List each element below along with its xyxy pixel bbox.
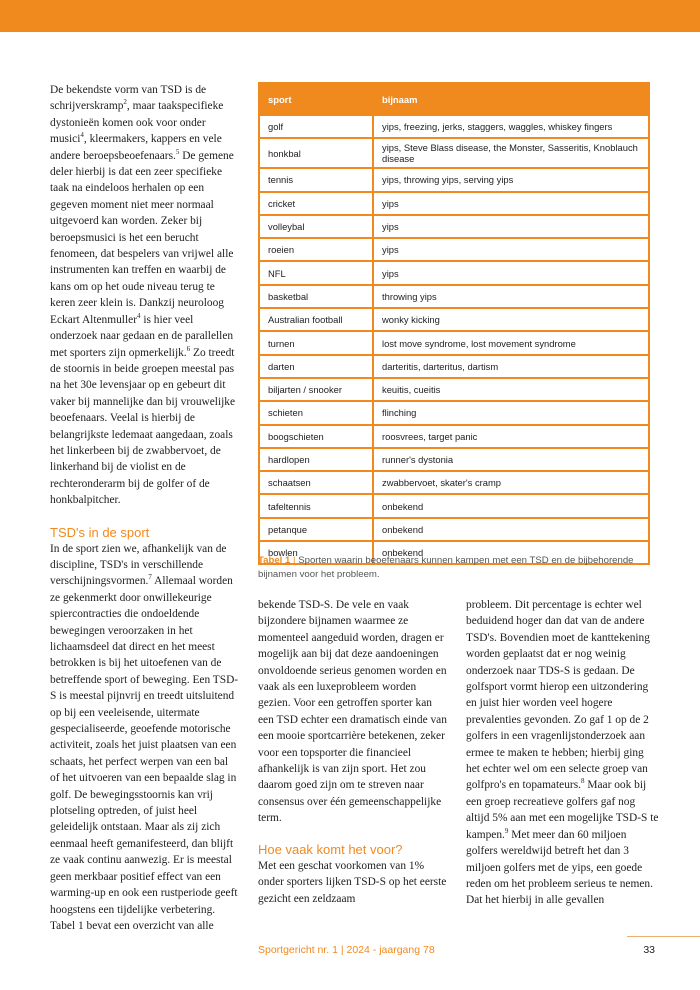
table-row [259, 471, 649, 494]
caption-label: Tabel 1 [258, 555, 291, 566]
table-row [259, 308, 649, 331]
table-row [259, 378, 649, 401]
nickname-cell: flinching [373, 401, 649, 424]
nickname-cell: yips, freezing, jerks, staggers, waggles, whiskey fingers [373, 115, 649, 138]
sport-cell: boogschieten [259, 425, 373, 448]
sport-cell: schaatsen [259, 471, 373, 494]
table-row [259, 138, 649, 168]
nickname-cell: runner's dystonia [373, 448, 649, 471]
table-row [259, 448, 649, 471]
sport-cell: biljarten / snooker [259, 378, 373, 401]
nickname-cell: onbekend [373, 494, 649, 517]
sport-cell: NFL [259, 261, 373, 284]
column-header-sport: sport [259, 83, 373, 115]
left-column [50, 82, 240, 934]
table-row [259, 238, 649, 261]
page-number: 33 [643, 944, 655, 956]
table-row [259, 215, 649, 238]
nickname-cell: darteritis, darteritus, dartism [373, 355, 649, 378]
body-paragraph: Met een geschat voorkomen van 1% onder sporters lijken TSD-S op het eerste gezicht een zeldzaam [258, 859, 447, 905]
nickname-cell: yips [373, 261, 649, 284]
nickname-cell: onbekend [373, 518, 649, 541]
nickname-cell: keuitis, cueitis [373, 378, 649, 401]
section-heading: TSD's in de sport [50, 524, 150, 540]
caption-separator: | [293, 555, 296, 566]
middle-column [258, 597, 448, 907]
nickname-cell: onbekend [373, 541, 649, 564]
sport-cell: tennis [259, 168, 373, 191]
nickname-cell: yips [373, 192, 649, 215]
table-row [259, 401, 649, 424]
nickname-cell: roosvrees, target panic [373, 425, 649, 448]
nickname-cell: yips [373, 215, 649, 238]
nickname-cell: yips, throwing yips, serving yips [373, 168, 649, 191]
sport-cell: volleybal [259, 215, 373, 238]
sport-cell: schieten [259, 401, 373, 424]
top-accent-bar [0, 0, 700, 32]
table-row [259, 115, 649, 138]
table-row [259, 168, 649, 191]
sport-cell: cricket [259, 192, 373, 215]
sport-cell: turnen [259, 331, 373, 354]
sport-cell: darten [259, 355, 373, 378]
nickname-cell: wonky kicking [373, 308, 649, 331]
table-row [259, 192, 649, 215]
body-paragraph: bekende TSD-S. De vele en vaak bijzondere bijnamen waarmee ze momenteel aangeduid worden, dragen er mogelijk aan bij dat deze aandoeningen onvoldoende serieus genomen worden en vaak als een luxeprobleem worden gezien. Voor een getroffen sporter kan een TSD echter een dramatisch einde van een mooie sportcarrière betekenen, zeker voor een topsporter die financieel afhankelijk is van zijn sport. Het zou daarom goed zijn om te streven naar consensus over één gemeenschappelijke term. [258, 599, 447, 825]
page-footer [258, 944, 655, 956]
body-paragraph: De bekendste vorm van TSD is de schrijverskramp$^2$, maar taakspecifieke dystonieën komen ook voor onder musici$^4$, kleermakers, kappers en vele andere beroepsbeoefenaars.$^5$ De gemene deler hierbij is dat een zeer specifieke taak na eindeloos herhalen op een gegeven moment niet meer normaal uitgevoerd kan worden. Zeker bij beroepsmusici is het een berucht fenomeen, dat bespelers van vrijwel alle instrumenten kan treffen en waarbij de kans om op het oude niveau terug te keren zeer klein is. Dankzij neuroloog Eckart Altenmuller$^4$ is hier veel onderzoek naar gedaan en de parallellen met sporters zijn opmerkelijk.$^6$ Zo treedt de stoornis in beide groepen meestal pas na het 30e levensjaar op en gebeurt dit vaker bij mannelijke dan bij vrouwelijke beoefenaars. Veelal is hierbij de belangrijkste ledemaat aangedaan, zoals het linkerbeen bij de zwabbervoet, de linkerhand bij de violist en de rechteronderarm bij de golfer of de honkbalpitcher. [50, 84, 236, 507]
column-header-nickname: bijnaam [373, 83, 649, 115]
section-heading: Hoe vaak komt het voor? [258, 841, 403, 857]
sport-cell: tafeltennis [259, 494, 373, 517]
body-paragraph: In de sport zien we, afhankelijk van de discipline, TSD's in verschillende verschijningsvormen.$^7$ Allemaal worden ze gekenmerkt door onwillekeurige spiercontracties die ondoeldende bewegingen veroorzaken in het lichaamsdeel dat direct en het meest betrokken is bij het uitoefenen van de betreffende sport of beweging. Een TSD-S is meestal pijnvrij en treedt uitsluitend op bij een veeleisende, uitermate gespecialiseerde, geoefende motorische activiteit, zoals het juist plaatsen van een schaats, het perfect werpen van een bal of het uitvoeren van een bepaalde slag in golf. De bewegingsstoornis kan vrij plotseling optreden, of juist heel geleidelijk ontstaan. Maar als zij zich eenmaal heeft gemanifesteerd, dan blijft ze vaak continu aanwezig. Er is meestal geen merkbaar positief effect van een warming-up en ook een rustperiode geeft hoogstens een tijdelijke verbetering. Tabel 1 bevat een overzicht van alle [50, 542, 239, 932]
footer-rule [627, 936, 700, 937]
nickname-cell: yips [373, 238, 649, 261]
table-row [259, 518, 649, 541]
sport-cell: Australian football [259, 308, 373, 331]
sport-cell: honkbal [259, 138, 373, 168]
caption-text: Sporten waarin beoefenaars kunnen kampen met een TSD en de bijbehorende bijnamen voor het probleem. [258, 555, 634, 580]
sport-cell: golf [259, 115, 373, 138]
body-paragraph: probleem. Dit percentage is echter wel beduidend hoger dan dat van de andere TSD's. Bovendien moet de kanttekening worden geplaatst dat er nog weinig onderzoek naar TDS-S is gedaan. De golfsport vormt hierop een uitzondering en juist hier worden veel hogere prevalenties gevonden. Zo gaf 1 op de 2 golfers in een vragenlijstonderzoek aan ermee te maken te hebben; hierbij ging het echter wel om een selecte groep van golfpro's en topamateurs.$^8$ Maar ook bij een groep recreatieve golfers gaf nog altijd 5% aan met een mogelijke TSD-S te kampen.$^9$ Met meer dan 60 miljoen golfers wereldwijd betreft het dan 3 miljoen golfers met de yips, een goede reden om het probleem serieus te nemen. Dat het hierbij in alle gevallen [466, 599, 659, 907]
right-column [466, 597, 660, 909]
table-row [259, 331, 649, 354]
sport-cell: petanque [259, 518, 373, 541]
table-row [259, 261, 649, 284]
sports-nickname-table [258, 82, 650, 565]
table-row [259, 425, 649, 448]
publication-info: Sportgericht nr. 1 | 2024 - jaargang 78 [258, 944, 435, 956]
table-row [259, 285, 649, 308]
nickname-cell: throwing yips [373, 285, 649, 308]
nickname-cell: zwabbervoet, skater's cramp [373, 471, 649, 494]
table-header-row [259, 83, 649, 115]
nickname-cell: yips, Steve Blass disease, the Monster, Sasseritis, Knoblauch disease [373, 138, 649, 168]
table-row [259, 494, 649, 517]
table-caption [258, 554, 650, 581]
sport-cell: basketbal [259, 285, 373, 308]
sport-cell: bowlen [259, 541, 373, 564]
sport-cell: roeien [259, 238, 373, 261]
table-row [259, 355, 649, 378]
sport-cell: hardlopen [259, 448, 373, 471]
nickname-cell: lost move syndrome, lost movement syndrome [373, 331, 649, 354]
